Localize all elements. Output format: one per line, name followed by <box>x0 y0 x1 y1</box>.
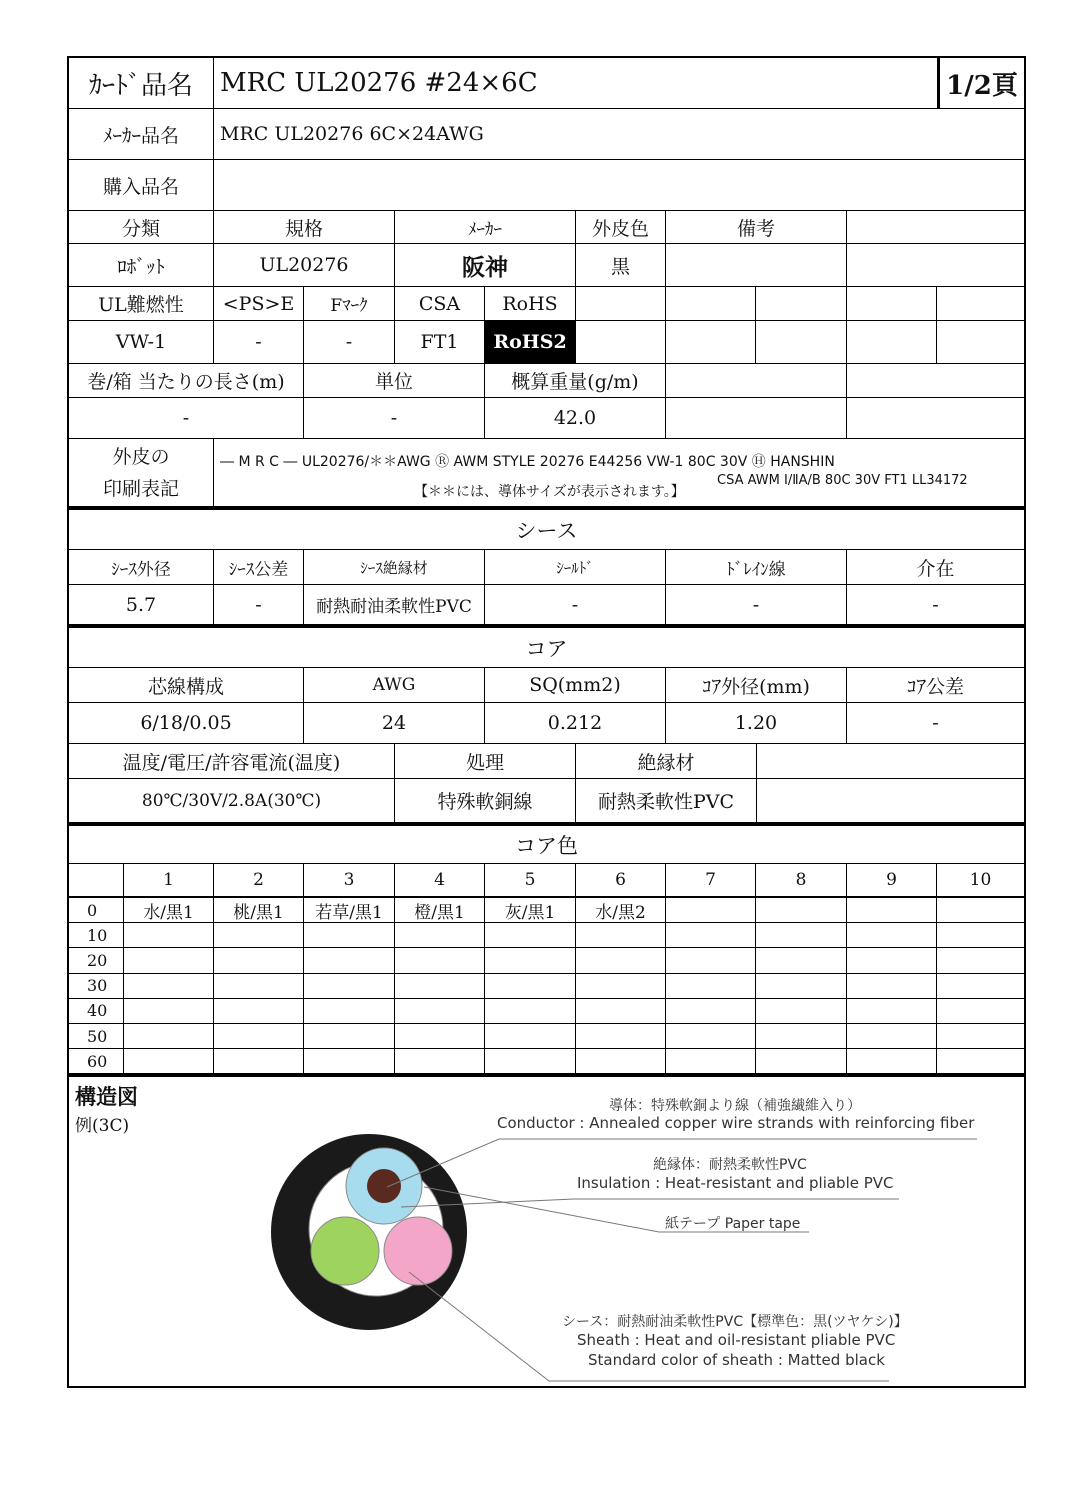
core-color-cell <box>304 974 395 998</box>
core-header-awg: AWG <box>304 668 485 702</box>
core-color-cell <box>214 923 304 947</box>
core-color-header-row <box>69 864 1024 898</box>
card-name-label: ｶｰﾄﾞ品名 <box>69 58 214 108</box>
printing-line-3: CSA AWM I/ⅡA/B 80C 30V FT1 LL34172 <box>717 473 968 488</box>
core-color-cell <box>847 948 937 972</box>
core-color-cell <box>666 1049 756 1073</box>
table-row <box>69 923 1024 948</box>
purchase-name-label: 購入品名 <box>69 160 214 210</box>
printing-label <box>69 439 214 506</box>
core-color-cell <box>937 923 1024 947</box>
cert-value-rohs-badge: RoHS2 <box>485 321 576 363</box>
core-color-cell <box>485 1049 576 1073</box>
spec-sheet <box>67 56 1026 1388</box>
core-color-cell <box>485 923 576 947</box>
core-header-structure: 芯線構成 <box>69 668 304 702</box>
core-color-cell <box>576 974 666 998</box>
core-color-row-label: 30 <box>69 974 124 998</box>
core-color-cell: 桃/黒1 <box>214 898 304 922</box>
core-color-cell <box>304 1049 395 1073</box>
cert-header-pse: <PS>E <box>214 287 304 320</box>
table-row <box>69 1049 1024 1074</box>
core-color-col-3: 3 <box>304 864 395 896</box>
core-color-col-2: 2 <box>214 864 304 896</box>
core-color-cell <box>214 974 304 998</box>
sheath-header-od: ｼｰｽ外径 <box>69 550 214 584</box>
spec-value-row <box>69 244 1024 287</box>
cert-header-row <box>69 287 1024 321</box>
core-color-cell <box>214 999 304 1023</box>
core-color-cell <box>395 948 485 972</box>
core-color-cell <box>847 898 937 922</box>
insulation-label-en: Insulation : Heat-resistant and pliable PVC <box>577 1174 894 1192</box>
core-color-col-4: 4 <box>395 864 485 896</box>
core-color-cell <box>214 1049 304 1073</box>
cert-header-blank-1 <box>576 287 666 320</box>
cert-value-blank-4 <box>847 321 937 363</box>
cert-value-fmark: - <box>304 321 395 363</box>
printing-label-line-2: 印刷表記 <box>102 477 179 500</box>
cert-header-ul: UL難燃性 <box>69 287 214 320</box>
length-header-unit: 単位 <box>304 364 485 397</box>
length-header-per-reel: 巻/箱 当たりの長さ(m) <box>69 364 304 397</box>
table-row <box>69 974 1024 999</box>
printing-line-2: 【＊＊には、導体サイズが表示されます。】 <box>414 484 685 500</box>
sheath-value-shield: - <box>485 585 666 624</box>
core-color-cell <box>666 948 756 972</box>
core-color-row-label: 0 <box>69 898 124 922</box>
core-color-cell <box>937 1049 1024 1073</box>
cert-value-blank-1 <box>576 321 666 363</box>
core-header2-row <box>69 744 1024 779</box>
core-color-cell <box>124 974 214 998</box>
core-header-tolerance: ｺｱ公差 <box>906 675 964 698</box>
length-value-per-reel: - <box>69 398 304 438</box>
sheath-header-material: ｼｰｽ絶縁材 <box>304 550 485 584</box>
core-color-col-8: 8 <box>756 864 847 896</box>
cert-header-csa: CSA <box>395 287 485 320</box>
core-header-od: ｺｱ外径(mm) <box>666 668 847 702</box>
core-color-cell <box>124 948 214 972</box>
sheath-label-en-1: Sheath : Heat and oil-resistant pliable PVC <box>577 1331 896 1349</box>
core-title-row <box>69 625 1024 668</box>
sheath-header-tolerance: ｼｰｽ公差 <box>214 550 304 584</box>
core-2-circle <box>311 1217 379 1285</box>
core-color-cell <box>666 974 756 998</box>
cert-header-blank-5 <box>937 287 1024 320</box>
core-color-cell <box>576 948 666 972</box>
cert-value-blank-5 <box>937 321 1024 363</box>
cert-value-blank-3 <box>756 321 847 363</box>
cert-header-fmark: Fﾏｰｸ <box>304 287 395 320</box>
sheath-value-tolerance: - <box>214 585 304 624</box>
core-color-cell <box>847 999 937 1023</box>
spec-header-maker: ﾒｰｶｰ <box>395 211 576 243</box>
core-3-circle <box>384 1217 452 1285</box>
table-row <box>69 898 1024 923</box>
conductor-label-en: Conductor : Annealed copper wire strands with reinforcing fiber <box>497 1114 975 1132</box>
core-value-treatment: 特殊軟銅線 <box>395 779 576 822</box>
core-color-cell <box>756 999 847 1023</box>
core-color-cell <box>576 1024 666 1048</box>
core-color-cell <box>395 923 485 947</box>
sheath-label-jp: シース：耐熱耐油柔軟性PVC【標準色：黒(ツヤケシ)】 <box>562 1314 908 1330</box>
insulation-label-jp: 絶縁体：耐熱柔軟性PVC <box>653 1157 807 1173</box>
length-header-blank-1 <box>666 364 847 397</box>
spec-header-blank <box>847 211 1024 243</box>
core-color-cell <box>666 999 756 1023</box>
core-color-corner <box>69 864 124 896</box>
core-color-cell <box>304 999 395 1023</box>
printing-label-line-1: 外皮の <box>112 445 170 468</box>
core-color-cell <box>666 898 756 922</box>
sheath-value-od: 5.7 <box>69 585 214 624</box>
core-color-col-6: 6 <box>576 864 666 896</box>
core-color-cell <box>214 948 304 972</box>
sheath-header-shield: ｼｰﾙﾄﾞ <box>485 550 666 584</box>
core-color-row-label: 40 <box>69 999 124 1023</box>
sheath-value-row <box>69 585 1024 625</box>
core-color-col-7: 7 <box>666 864 756 896</box>
purchase-name-row <box>69 160 1024 211</box>
core-value-structure: 6/18/0.05 <box>69 703 304 743</box>
cert-value-pse: - <box>214 321 304 363</box>
core-color-cell <box>485 1024 576 1048</box>
core-color-cell: 若草/黒1 <box>304 898 395 922</box>
core-color-cell <box>485 999 576 1023</box>
table-row <box>69 948 1024 973</box>
table-row <box>69 999 1024 1024</box>
cert-value-ul: VW-1 <box>69 321 214 363</box>
spec-header-category: 分類 <box>69 211 214 243</box>
core-header-rating: 温度/電圧/許容電流(温度) <box>69 744 395 778</box>
core-header-treatment: 処理 <box>395 744 576 778</box>
printing-line-1: ― M R C ― UL20276/＊＊AWG Ⓡ AWM STYLE 20276 E44256 VW-1 80C 30V Ⓗ HANSHIN <box>220 454 835 470</box>
card-name-value: MRC UL20276 #24×6C <box>214 58 938 108</box>
core-header2-blank <box>757 744 1024 778</box>
sheath-header-row <box>69 550 1024 585</box>
spec-header-jacket-color: 外皮色 <box>576 211 666 243</box>
length-header-blank-2 <box>847 364 1024 397</box>
sheath-value-drain: - <box>666 585 847 624</box>
core-color-cell <box>124 1024 214 1048</box>
core-color-cell: 橙/黒1 <box>395 898 485 922</box>
core-color-cell <box>756 974 847 998</box>
core-color-col-9: 9 <box>847 864 937 896</box>
core-color-cell <box>756 948 847 972</box>
core-value2-row <box>69 779 1024 823</box>
core-color-cell <box>666 923 756 947</box>
core-color-row-label: 20 <box>69 948 124 972</box>
maker-name-value: MRC UL20276 6C×24AWG <box>220 123 484 145</box>
length-value-row <box>69 398 1024 439</box>
length-value-blank-1 <box>666 398 847 438</box>
core-header-insulation: 絶縁材 <box>576 744 757 778</box>
core-color-cell <box>395 974 485 998</box>
page-number: 1/2頁 <box>938 58 1024 108</box>
core-color-cell <box>576 1049 666 1073</box>
spec-header-standard: 規格 <box>214 211 395 243</box>
spec-value-standard: UL20276 <box>214 244 395 286</box>
core-color-row-label: 60 <box>69 1049 124 1073</box>
core-color-cell <box>485 974 576 998</box>
length-value-weight: 42.0 <box>485 398 666 438</box>
sheath-header-drain: ﾄﾞﾚｲﾝ線 <box>666 550 847 584</box>
printing-content <box>214 439 1024 506</box>
core-value2-blank <box>757 779 1024 822</box>
core-value-od: 1.20 <box>666 703 847 743</box>
sheath-title-row <box>69 507 1024 550</box>
tape-label: 紙テープ Paper tape <box>665 1216 801 1232</box>
core-color-cell <box>756 923 847 947</box>
spec-value-maker: 阪神 <box>395 244 576 286</box>
cert-value-csa: FT1 <box>395 321 485 363</box>
cert-header-rohs: RoHS <box>485 287 576 320</box>
core-header-row <box>69 668 1024 703</box>
structure-section <box>69 1074 1024 1389</box>
core-color-cell <box>576 999 666 1023</box>
core-color-cell <box>485 948 576 972</box>
core-color-cell <box>304 1024 395 1048</box>
leader-insulation <box>401 1199 899 1207</box>
core-color-cell <box>304 948 395 972</box>
core-color-title: コア色 <box>515 833 578 858</box>
core-value-row <box>69 703 1024 744</box>
length-header-row <box>69 364 1024 398</box>
cert-value-blank-2 <box>666 321 756 363</box>
core-color-col-10: 10 <box>969 870 992 890</box>
length-value-blank-2 <box>847 398 1024 438</box>
core-color-cell <box>124 1049 214 1073</box>
cert-header-blank-2 <box>666 287 756 320</box>
cert-header-blank-4 <box>847 287 937 320</box>
core-color-cell <box>395 1049 485 1073</box>
core-color-cell <box>304 923 395 947</box>
core-color-cell <box>847 923 937 947</box>
core-color-cell <box>937 898 1024 922</box>
core-color-cell <box>937 974 1024 998</box>
core-value-tolerance: - <box>932 712 939 734</box>
spec-value-jacket-color: 黒 <box>576 244 666 286</box>
structure-example: 例(3C) <box>75 1116 130 1136</box>
cert-value-row <box>69 321 1024 364</box>
core-value-awg: 24 <box>304 703 485 743</box>
printing-row <box>69 439 1024 507</box>
core-value-sq: 0.212 <box>485 703 666 743</box>
maker-name-row <box>69 109 1024 160</box>
spec-header-row <box>69 211 1024 244</box>
core-color-cell <box>847 974 937 998</box>
core-color-title-row <box>69 823 1024 864</box>
core-color-cell <box>756 1024 847 1048</box>
card-name-row <box>69 58 1024 109</box>
spec-header-remarks: 備考 <box>666 211 847 243</box>
core-color-cell <box>214 1024 304 1048</box>
sheath-label-en-2: Standard color of sheath : Matted black <box>588 1351 885 1369</box>
sheath-header-filler: 介在 <box>916 557 955 580</box>
length-value-unit: - <box>304 398 485 438</box>
conductor-label-jp: 導体：特殊軟銅より線（補強繊維入り） <box>609 1098 861 1114</box>
core-color-row-label: 50 <box>69 1024 124 1048</box>
sheath-value-filler: - <box>932 593 939 616</box>
core-color-row-label: 10 <box>69 923 124 947</box>
core-color-cell <box>937 948 1024 972</box>
core-color-cell <box>847 1024 937 1048</box>
core-color-cell: 水/黒2 <box>576 898 666 922</box>
structure-title: 構造図 <box>75 1085 138 1109</box>
spec-value-remarks <box>666 244 847 286</box>
core-color-cell <box>395 1024 485 1048</box>
core-value-rating: 80℃/30V/2.8A(30℃) <box>69 779 395 822</box>
core-color-cell <box>937 1024 1024 1048</box>
core-color-cell <box>756 898 847 922</box>
table-row <box>69 1024 1024 1049</box>
core-color-cell: 水/黒1 <box>124 898 214 922</box>
core-value-insulation: 耐熱柔軟性PVC <box>576 779 757 822</box>
purchase-name-value <box>214 160 1024 210</box>
core-color-cell <box>124 923 214 947</box>
core-color-cell: 灰/黒1 <box>485 898 576 922</box>
core-color-col-5: 5 <box>485 864 576 896</box>
spec-value-category: ﾛﾎﾞｯﾄ <box>69 244 214 286</box>
core-color-col-1: 1 <box>124 864 214 896</box>
core-color-cell <box>576 923 666 947</box>
core-color-cell <box>666 1024 756 1048</box>
core-title: コア <box>525 636 568 661</box>
cert-header-blank-3 <box>756 287 847 320</box>
spec-value-blank <box>847 244 1024 286</box>
maker-name-label: ﾒｰｶｰ品名 <box>69 109 214 159</box>
core-color-cell <box>937 999 1024 1023</box>
core-color-cell <box>124 999 214 1023</box>
length-header-weight: 概算重量(g/m) <box>485 364 666 397</box>
core-header-sq: SQ(mm2) <box>485 668 666 702</box>
core-color-cell <box>756 1049 847 1073</box>
sheath-value-material: 耐熱耐油柔軟性PVC <box>304 585 485 624</box>
core-color-cell <box>847 1049 937 1073</box>
sheath-title: シース <box>515 518 578 543</box>
core-color-cell <box>395 999 485 1023</box>
conductor-circle <box>367 1169 401 1203</box>
